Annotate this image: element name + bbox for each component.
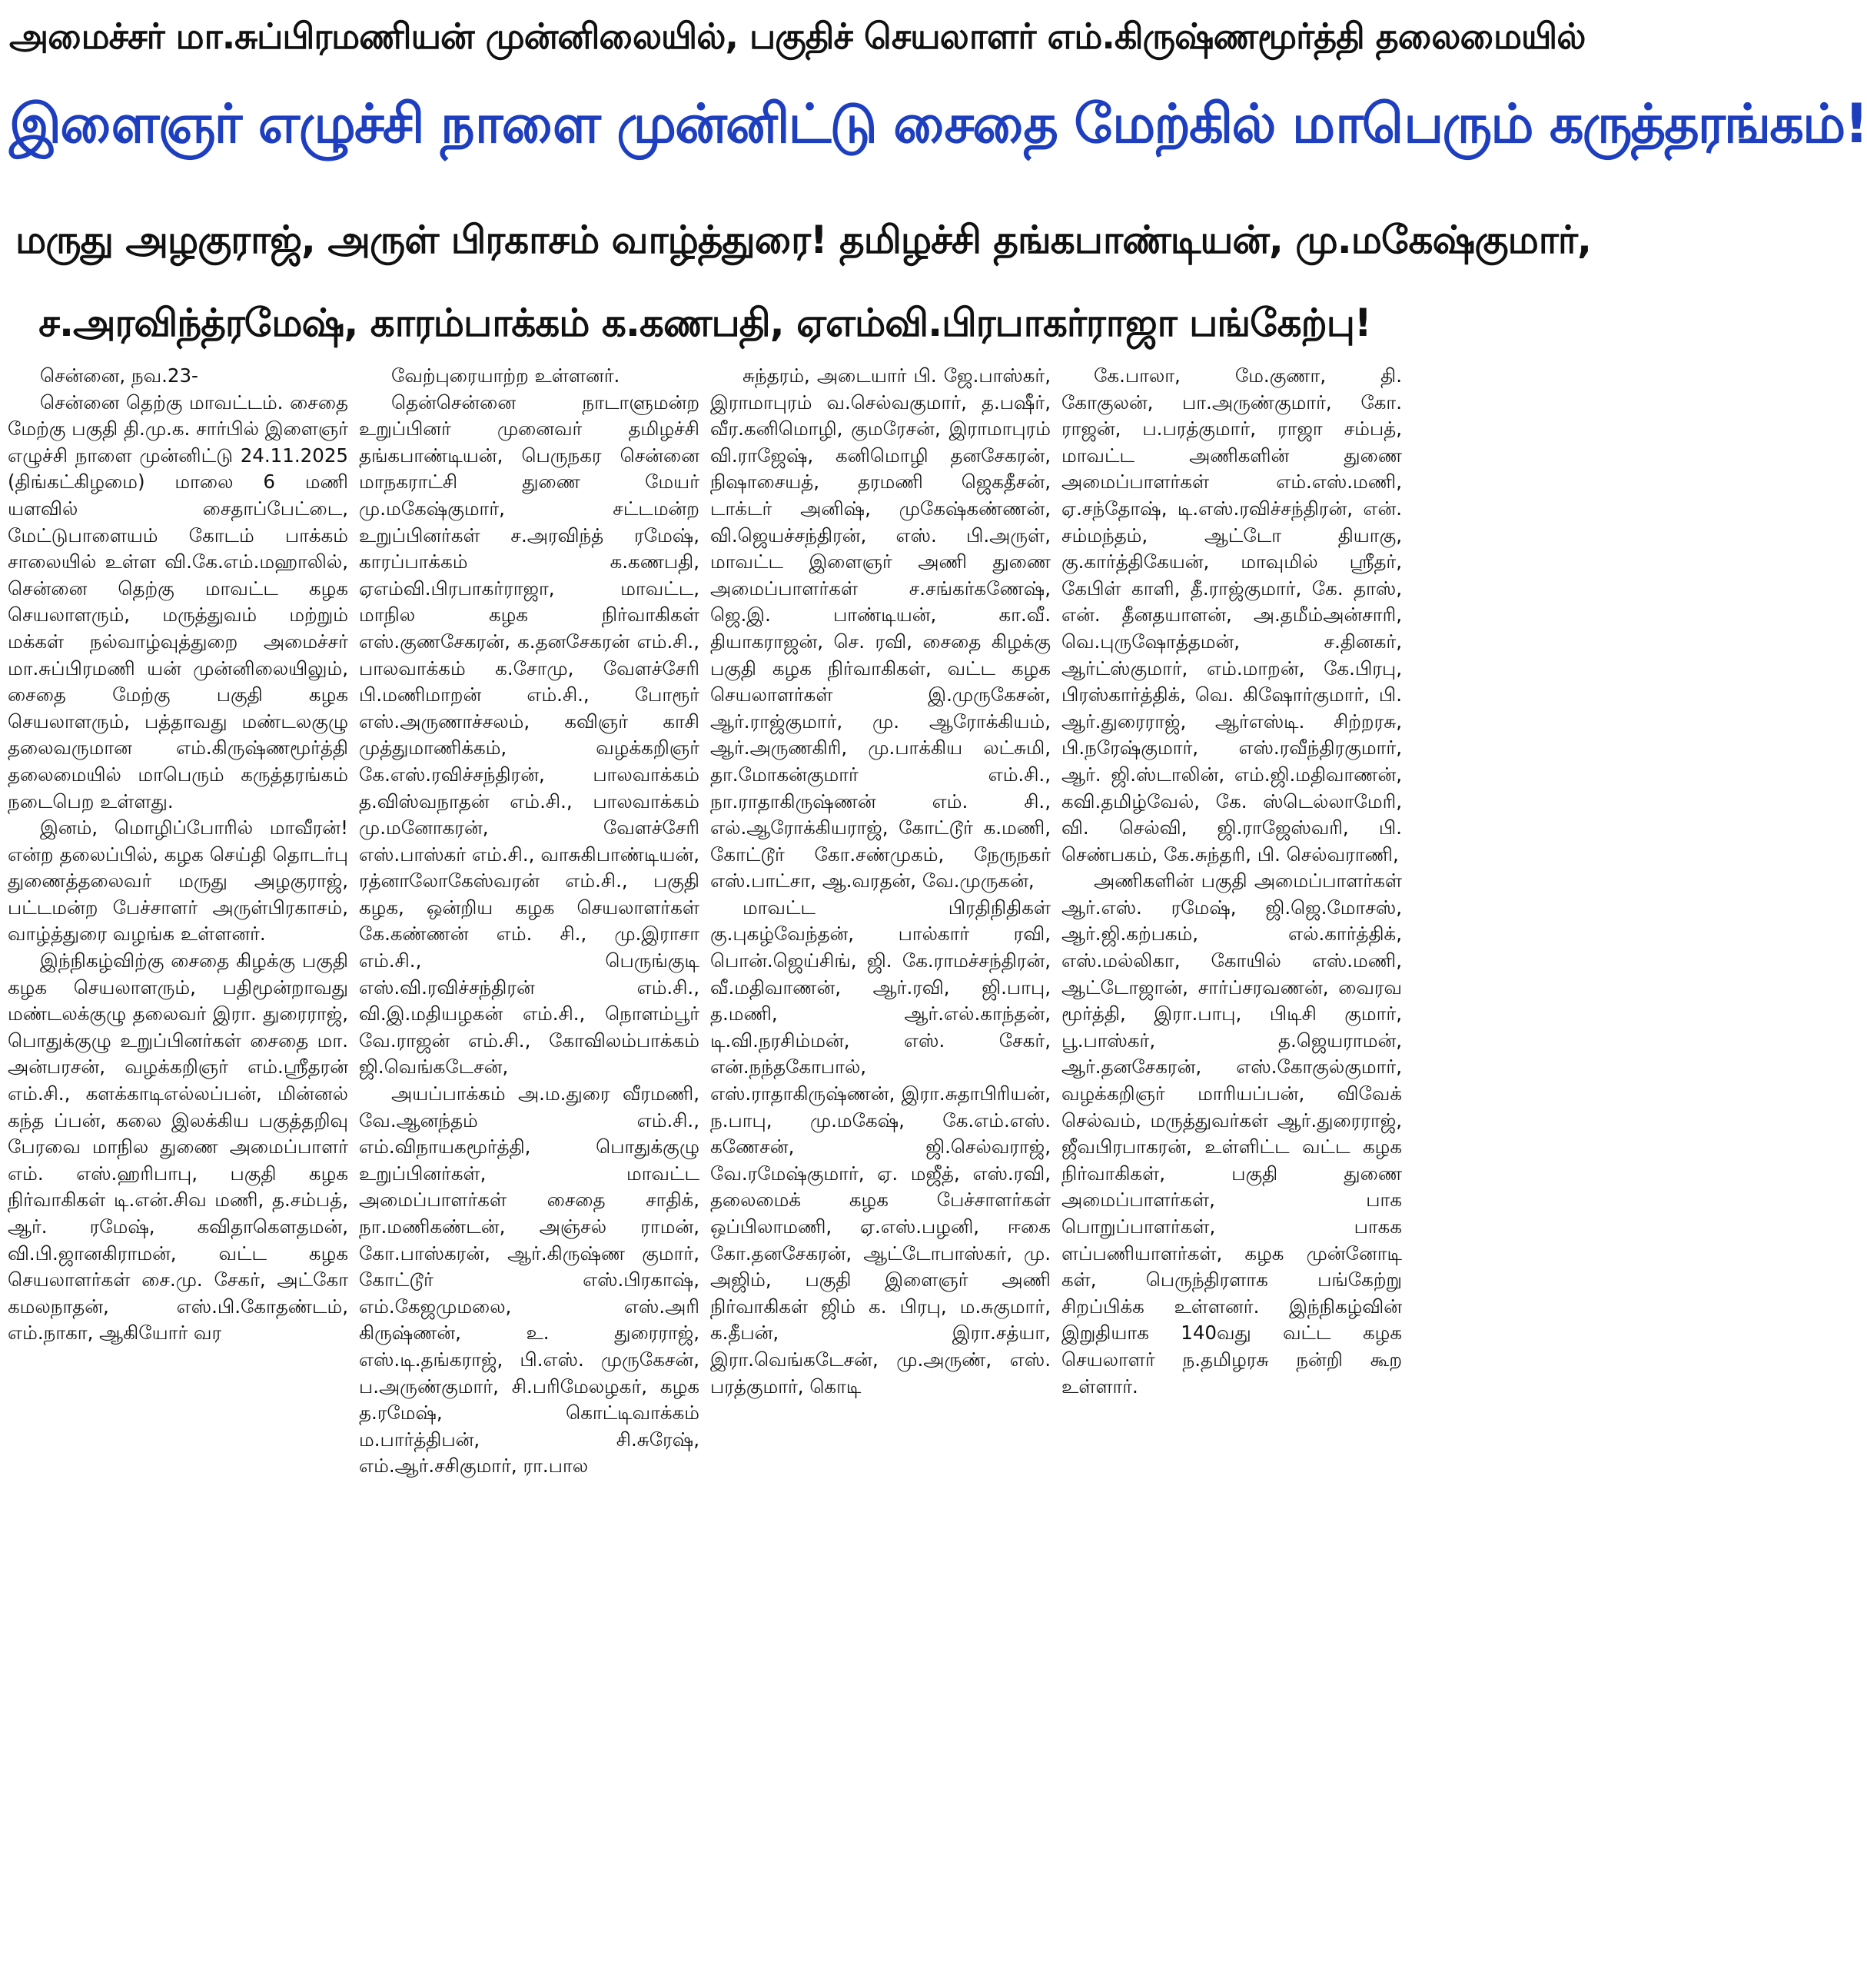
paragraph: அணிகளின் பகுதி அமைப்பாளர்கள் ஆர்.எஸ். ரமேஷ், ஜி.ஜெ.மோசஸ், ஆர்.ஜி.கற்பகம், எல்.கார்த்திக், எஸ்.மல்லிகா, கோயில் எஸ்.மணி, ஆட்டோஜான், சார்ப்சரவணன், வைரவ மூர்த்தி, இரா.பாபு, பிடிசி குமார், பூ.பாஸ்கர், த.ஜெயராமன், ஆர்.தனசேகரன், எஸ்.கோகுல்குமார், வழக்கறிஞர் மாரியப்பன், விவேக் செல்வம், மருத்துவர்கள் ஆர்.துரைராஜ், ஜீவபிரபாகரன், உள்ளிட்ட வட்ட கழக நிர்வாகிகள், பகுதி துணை அமைப்பாளர்கள், பாக பொறுப்பாளர்கள், பாகக ளப்பணியாளர்கள், கழக முன்னோடி கள், பெருந்திரளாக பங்கேற்று சிறப்பிக்க உள்ளனர். இந்நிகழ்வின் இறுதியாக 140வது வட்ட கழக செயலாளர் ந.தமிழரசு நன்றி கூற உள்ளார். (1061, 869, 1402, 1398)
article-column-3 (710, 363, 1051, 1982)
paragraph: அயப்பாக்கம் அ.ம.துரை வீரமணி, வே.ஆனந்தம் எம்.சி., எம்.விநாயகமூர்த்தி, பொதுக்குழு உறுப்பினர்கள், மாவட்ட அமைப்பாளர்கள் சைதை சாதிக், நா.மணிகண்டன், அஞ்சல் ராமன், கோ.பாஸ்கரன், ஆர்.கிருஷ்ண குமார், கோட்டூர் எஸ்.பிரகாஷ், எம்.கேஜமுமலை, எஸ்.அரி கிருஷ்ணன், உ. துரைராஜ், எஸ்.டி.தங்கராஜ், பி.எஸ். முருகேசன், ப.அருண்குமார், சி.பரிமேலழகர், கழக த.ரமேஷ், கொட்டிவாக்கம் ம.பார்த்திபன், சி.சுரேஷ், எம்.ஆர்.சசிகுமார், ரா.பால (359, 1082, 699, 1478)
paragraph: வேற்புரையாற்ற உள்ளனர். (391, 364, 620, 387)
paragraph: சுந்தரம், அடையார் பி. ஜே.பாஸ்கர், இராமாபுரம் வ.செல்வகுமார், த.பஷீர், வீர.கனிமொழி, குமரேசன், இராமாபுரம் வி.ராஜேஷ், கனிமொழி தனசேகரன், நிஷாசையத், தரமணி ஜெகதீசன், டாக்டர் அனிஷ், முகேஷ்கண்ணன், வி.ஜெயச்சந்திரன், எஸ். பி.அருள், மாவட்ட இளைஞர் அணி துணை அமைப்பாளர்கள் ச.சங்கர்கணேஷ், ஜெ.இ. பாண்டியன், கா.வீ. தியாகராஜன், செ. ரவி, சைதை கிழக்கு பகுதி கழக நிர்வாகிகள், வட்ட கழக செயலாளர்கள் இ.முருகேசன், ஆர்.ராஜ்குமார், மு. ஆரோக்கியம், ஆர்.அருணகிரி, மு.பாக்கிய லட்சுமி, தா.மோகன்குமார் எம்.சி., நா.ராதாகிருஷ்ணன் எம். சி., எல்.ஆரோக்கியராஜ், கோட்டூர் க.மணி, கோட்டூர் கோ.சண்முகம், நேருநகர் எஸ்.பாட்சா, ஆ.வரதன், வே.முருகன், (710, 364, 1051, 893)
article-column-1 (8, 363, 348, 1982)
paragraph: மாவட்ட பிரதிநிதிகள் கு.புகழ்வேந்தன், பால்கார் ரவி, பொன்.ஜெய்சிங், ஜி. கே.ராமச்சந்திரன், வீ.மதிவாணன், ஆர்.ரவி, ஜி.பாபு, த.மணி, ஆர்.எல்.காந்தன், டி.வி.நரசிம்மன், எஸ். சேகர், என்.நந்தகோபால், எஸ்.ராதாகிருஷ்ணன், இரா.சுதாபிரியன், ந.பாபு, மு.மகேஷ், கே.எம்.எஸ். கணேசன், ஜி.செல்வராஜ், வே.ரமேஷ்குமார், ஏ. மஜீத், எஸ்.ரவி, தலைமைக் கழக பேச்சாளர்கள் ஒப்பிலாமணி, ஏ.எஸ்.பழனி, ஈகை கோ.தனசேகரன், ஆட்டோபாஸ்கர், மு. அஜிம், பகுதி இளைஞர் அணி நிர்வாகிகள் ஜிம் க. பிரபு, ம.சுகுமார், க.தீபன், இரா.சத்யா, இரா.வெங்கடேசன், மு.அருண், எஸ். பரத்குமார், கொடி (710, 896, 1051, 1398)
article-column-4 (1061, 363, 1402, 1982)
paragraph: சென்னை தெற்கு மாவட்டம். சைதை மேற்கு பகுதி தி.மு.க. சார்பில் இளைஞர் எழுச்சி நாளை முன்னிட்டு 24.11.2025 (திங்கட்கிழமை) மாலை 6 மணி யளவில் சைதாப்பேட்டை, மேட்டுபாளையம் கோடம் பாக்கம் சாலையில் உள்ள வி.கே.எம்.மஹாலில், சென்னை தெற்கு மாவட்ட கழக செயலாளரும், மருத்துவம் மற்றும் மக்கள் நல்வாழ்வுத்துறை அமைச்சர் மா.சுப்பிரமணி யன் முன்னிலையிலும், சைதை மேற்கு பகுதி கழக செயலாளரும், பத்தாவது மண்டலகுழு தலைவருமான எம்.கிருஷ்ணமூர்த்தி தலைமையில் மாபெரும் கருத்தரங்கம் நடைபெற உள்ளது. (8, 391, 348, 813)
kicker-line: அமைச்சர் மா.சுப்பிரமணியன் முன்னிலையில், பகுதிச் செயலாளர் எம்.கிருஷ்ணமூர்த்தி தலைமையில் (9, 15, 1586, 57)
paragraph: இந்நிகழ்விற்கு சைதை கிழக்கு பகுதி கழக செயலாளரும், பதிமூன்றாவது மண்டலக்குழு தலைவர் இரா. துரைராஜ், பொதுக்குழு உறுப்பினர்கள் சைதை மா. அன்பரசன், வழக்கறிஞர் எம்.ஸ்ரீதரன் எம்.சி., களக்காடிஎல்லப்பன், மின்னல் கந்த ப்பன், கலை இலக்கிய பகுத்தறிவு பேரவை மாநில துணை அமைப்பாளர் எம். எஸ்.ஹரிபாபு, பகுதி கழக நிர்வாகிகள் டி.என்.சிவ மணி, த.சம்பத், ஆர். ரமேஷ், கவிதாகௌதமன், வி.பி.ஜானகிராமன், வட்ட கழக செயலாளர்கள் சை.மு. சேகர், அட்கோ கமலநாதன், எஸ்.பி.கோதண்டம், எம்.நாகா, ஆகியோர் வர (8, 949, 348, 1345)
paragraph: கே.பாலா, மே.குணா, தி. கோகுலன், பா.அருண்குமார், கோ. ராஜன், ப.பரத்குமார், ராஜா சம்பத், மாவட்ட அணிகளின் துணை அமைப்பாளர்கள் எம்.எஸ்.மணி, ஏ.சந்தோஷ், டி.எஸ்.ரவிச்சந்திரன், என். சம்மந்தம், ஆட்டோ தியாகு, கு.கார்த்திகேயன், மாவுமில் ஸ்ரீதர், கேபிள் காளி, தீ.ராஜ்குமார், கே. தாஸ், என். தீனதயாளன், அ.தமீம்அன்சாரி, வெ.புருஷோத்தமன், ச.தினகர், ஆர்ட்ஸ்குமார், எம்.மாறன், கே.பிரபு, பிரஸ்கார்த்திக், வெ. கிஷோர்குமார், பி. ஆர்.துரைராஜ், ஆர்எஸ்டி. சிற்றரசு, பி.நரேஷ்குமார், எஸ்.ரவீந்திரகுமார், ஆர். ஜி.ஸ்டாலின், எம்.ஜி.மதிவாணன், கவி.தமிழ்வேல், கே. ஸ்டெல்லாமேரி, வி. செல்வி, ஜி.ராஜேஸ்வரி, பி. செண்பகம், கே.சுந்தரி, பி. செல்வராணி, (1061, 364, 1402, 866)
headline: இளைஞர் எழுச்சி நாளை முன்னிட்டு சைதை மேற்கில் மாபெரும் கருத்தரங்கம்! (9, 92, 1867, 155)
subheadline-line-1: மருது அழகுராஜ், அருள் பிரகாசம் வாழ்த்துரை! தமிழச்சி தங்கபாண்டியன், மு.மகேஷ்குமார், (15, 218, 1592, 262)
article-body (8, 363, 1402, 1982)
dateline: சென்னை, நவ.23- (40, 364, 198, 387)
paragraph: தென்சென்னை நாடாளுமன்ற உறுப்பினர் முனைவர் தமிழச்சி தங்கபாண்டியன், பெருநகர சென்னை மாநகராட்சி துணை மேயர் மு.மகேஷ்குமார், சட்டமன்ற உறுப்பினர்கள் ச.அரவிந்த் ரமேஷ், காரப்பாக்கம் க.கணபதி, ஏஎம்வி.பிரபாகர்ராஜா, மாவட்ட, மாநில கழக நிர்வாகிகள் எஸ்.குணசேகரன், க.தனசேகரன் எம்.சி., பாலவாக்கம் க.சோமு, வேளச்சேரி பி.மணிமாறன் எம்.சி., போரூர் எஸ்.அருணாச்சலம், கவிஞர் காசி முத்துமாணிக்கம், வழக்கறிஞர் கே.எஸ்.ரவிச்சந்திரன், பாலவாக்கம் த.விஸ்வநாதன் எம்.சி., பாலவாக்கம் மு.மனோகரன், வேளச்சேரி எஸ்.பாஸ்கர் எம்.சி., வாசுகிபாண்டியன், ரத்னாலோகேஸ்வரன் எம்.சி., பகுதி கழக, ஒன்றிய கழக செயலாளர்கள் கே.கண்ணன் எம். சி., மு.இராசா எம்.சி., பெருங்குடி எஸ்.வி.ரவிச்சந்திரன் எம்.சி., வி.இ.மதியழகன் எம்.சி., நொளம்பூர் வே.ராஜன் எம்.சி., கோவிலம்பாக்கம் ஜி.வெங்கடேசன், (359, 391, 699, 1079)
paragraph: இனம், மொழிப்போரில் மாவீரன்! என்ற தலைப்பில், கழக செய்தி தொடர்பு துணைத்தலைவர் மருது அழகுராஜ், பட்டமன்ற பேச்சாளர் அருள்பிரகாசம், வாழ்த்துரை வழங்க உள்ளனர். (8, 816, 348, 946)
subheadline-line-2: ச.அரவிந்த்ரமேஷ், காரம்பாக்கம் க.கணபதி, ஏஎம்வி.பிரபாகர்ராஜா பங்கேற்பு! (38, 301, 1371, 345)
article-column-2 (359, 363, 699, 1982)
